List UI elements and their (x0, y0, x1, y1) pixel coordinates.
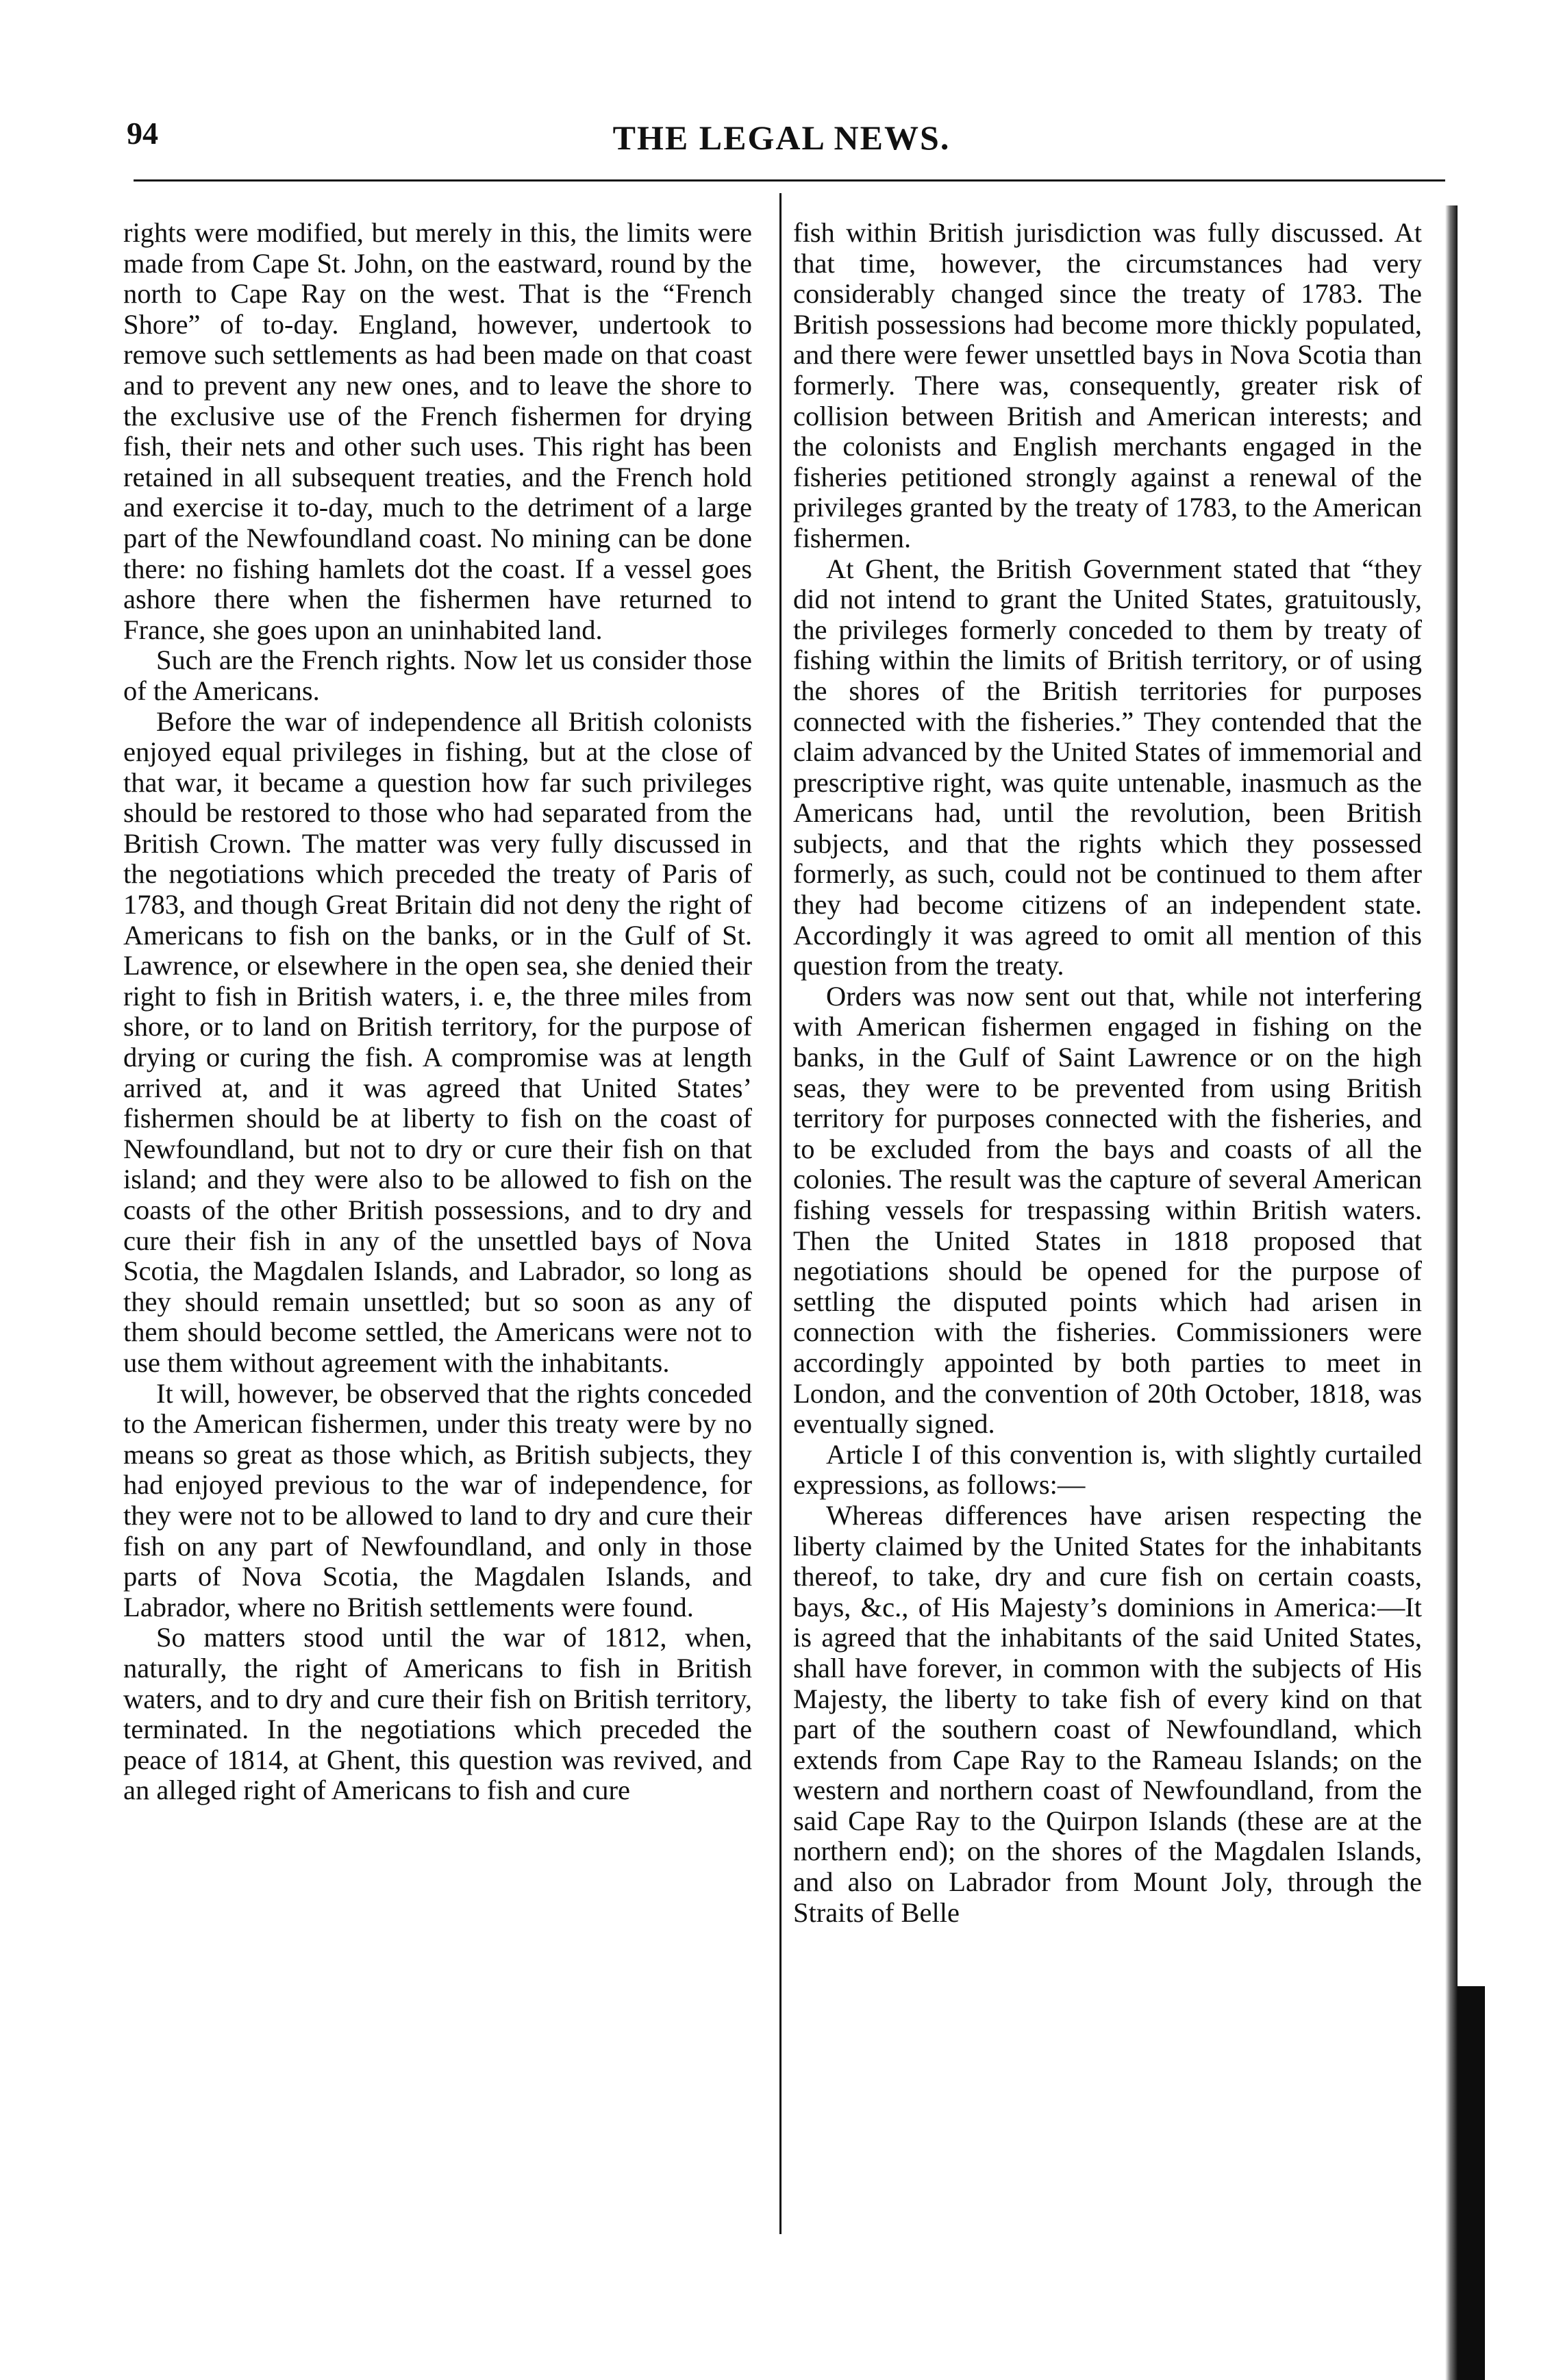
paragraph: fish within British jurisdiction was fully discussed. At that time, however, the circumstances had very considerably changed since the treaty of 1783. The British possessions had become more thickly populated, and there were fewer unsettled bays in Nova Scotia than formerly. There was, consequently, greater risk of collision between British and American interests; and the colonists and English merchants engaged in the fisheries petitioned strongly against a renewal of the privileges granted by the treaty of 1783, to the American fishermen. (793, 217, 1422, 553)
paragraph: It will, however, be observed that the rights conceded to the American fishermen, under this treaty were by no means so great as those which, as British subjects, they had enjoyed previous to the war of independence, for they were not to be allowed to land to dry and cure their fish on any part of Newfoundland, and only in those parts of Nova Scotia, the Magdalen Islands, and Labrador, where no British settlements were found. (123, 1377, 752, 1623)
left-column (123, 218, 752, 1806)
paragraph: Such are the French rights. Now let us consider those of the Americans. (123, 644, 752, 706)
paragraph: Article I of this convention is, with slightly curtailed expressions, as follows:— (793, 1438, 1422, 1501)
right-column (793, 218, 1422, 1928)
paragraph: Whereas differences have arisen respecting the liberty claimed by the United States for the inhabitants thereof, to take, dry and cure fish on certain coasts, bays, &c., of His Majesty’s dominions in America:—It is agreed that the inhabitants of the said United States, shall have forever, in common with the subjects of His Majesty, the liberty to take fish of every kind on that part of the southern coast of Newfoundland, which extends from Cape Ray to the Rameau Islands; on the western and northern coast of Newfoundland, from the said Cape Ray to the Quirpon Islands (these are at the northern end); on the shores of the Magdalen Islands, and also on Labrador from Mount Joly, through the Straits of Belle (793, 1499, 1422, 1928)
page-number: 94 (127, 116, 158, 151)
column-divider (779, 193, 782, 2234)
paragraph: Before the war of independence all British colonists enjoyed equal privileges in fishing, but at the close of that war, it became a question how far such privileges should be restored to those who had separated from the British Crown. The matter was very fully discussed in the negotiations which preceded the treaty of Paris of 1783, and though Great Britain did not deny the right of Americans to fish on the banks, or in the Gulf of St. Lawrence, or elsewhere in the open sea, she denied their right to fish in British waters, i. e, the three miles from shore, or to land on British territory, for the purpose of drying or curing the fish. A compromise was at length arrived at, and it was agreed that United States’ fishermen should be at liberty to fish on the coast of Newfoundland, but not to dry or cure their fish on that island; and they were also to be allowed to fish on the coasts of the other British possessions, and to dry and cure their fish in any of the unsettled bays of Nova Scotia, the Magdalen Islands, and Labrador, so long as they should remain unsettled; but so soon as any of them should become settled, the Americans were not to use them without agreement with the inhabitants. (123, 705, 752, 1378)
paragraph: So matters stood until the war of 1812, when, naturally, the right of Americans to fish in British waters, and to dry and cure their fish on British territory, terminated. In the negotiations which preceded the peace of 1814, at Ghent, this question was revived, and an alleged right of Americans to fish and cure (123, 1622, 752, 1806)
page-binding-shadow (1445, 205, 1458, 2380)
page-binding-edge (1458, 1986, 1485, 2380)
paragraph: At Ghent, the British Government stated that “they did not intend to grant the United States, gratuitously, the privileges formerly conceded to them by treaty of fishing within the limits of British territory, or of using the shores of the British territories for purposes connected with the fisheries.” They contended that the claim advanced by the United States of immemorial and prescriptive right, was quite untenable, inasmuch as the Americans had, until the revolution, been British subjects, and that the rights which they possessed formerly, as such, could not be continued to them after they had become citizens of an independent state. Accordingly it was agreed to omit all mention of this question from the treaty. (793, 553, 1422, 981)
paragraph: Orders was now sent out that, while not interfering with American fishermen engaged in fishing on the banks, in the Gulf of Saint Lawrence or on the high seas, they were to be prevented from using British territory for purposes connected with the fisheries, and to be excluded from the bays and coasts of all the colonies. The result was the capture of several American fishing vessels for trespassing within British waters. Then the United States in 1818 proposed that negotiations should be opened for the purpose of settling the disputed points which had arisen in connection with the fisheries. Commissioners were accordingly appointed by both parties to meet in London, and the convention of 20th October, 1818, was eventually signed. (793, 980, 1422, 1440)
header-rule (134, 179, 1445, 181)
paragraph: rights were modified, but merely in this, the limits were made from Cape St. John, on the eastward, round by the north to Cape Ray on the west. That is the “French Shore” of to-day. England, however, undertook to remove such settlements as had been made on that coast and to prevent any new ones, and to leave the shore to the exclusive use of the French fishermen for drying fish, their nets and other such uses. This right has been retained in all subsequent treaties, and the French hold and exercise it to-day, much to the detriment of a large part of the Newfoundland coast. No mining can be done there: no fishing hamlets dot the coast. If a vessel goes ashore there when the fishermen have returned to France, she goes upon an uninhabited land. (123, 217, 752, 645)
running-title: THE LEGAL NEWS. (612, 118, 951, 157)
